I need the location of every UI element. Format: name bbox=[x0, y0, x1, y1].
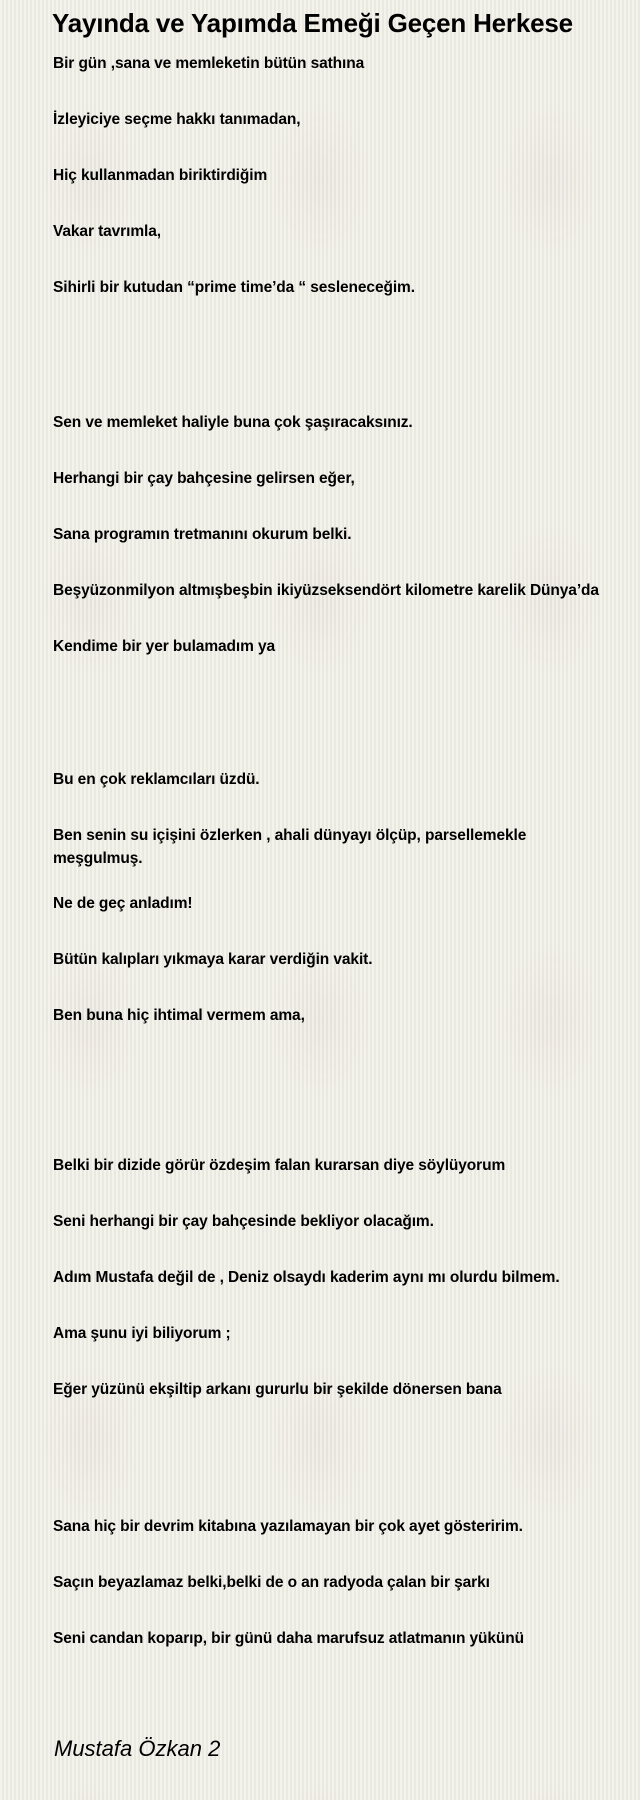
poem-line: Seni herhangi bir çay bahçesinde bekliyor olacağım. bbox=[53, 1213, 434, 1230]
poem-line: İzleyiciye seçme hakkı tanımadan, bbox=[53, 111, 301, 128]
poem-line: Ne de geç anladım! bbox=[53, 895, 193, 912]
poem-title: Yayında ve Yapımda Emeği Geçen Herkese bbox=[52, 8, 573, 38]
poem-line: Kendime bir yer bulamadım ya bbox=[53, 638, 276, 655]
poem-line: Beşyüzonmilyon altmışbeşbin ikiyüzseksendört kilometre karelik Dünya’da bbox=[53, 582, 599, 599]
poem-line: Vakar tavrımla, bbox=[53, 223, 161, 240]
poem-line: Sen ve memleket haliyle buna çok şaşıracaksınız. bbox=[53, 414, 413, 431]
poem-line: Saçın beyazlamaz belki,belki de o an radyoda çalan bir şarkı bbox=[53, 1574, 490, 1591]
poem-line: Sihirli bir kutudan “prime time’da “ sesleneceğim. bbox=[53, 279, 415, 296]
poem-line: Bütün kalıpları yıkmaya karar verdiğin vakit. bbox=[53, 951, 373, 968]
stanza bbox=[53, 768, 633, 1027]
poem-line: Hiç kullanmadan biriktirdiğim bbox=[53, 167, 268, 184]
stanza bbox=[53, 1515, 633, 1650]
poem-line: Seni candan koparıp, bir günü daha marufsuz atlatmanın yükünü bbox=[53, 1630, 525, 1647]
poem-line: Herhangi bir çay bahçesine gelirsen eğer, bbox=[53, 470, 355, 487]
stanza bbox=[53, 52, 633, 299]
poem-line: Bu en çok reklamcıları üzdü. bbox=[53, 771, 260, 788]
poem-line: Sana hiç bir devrim kitabına yazılamayan bir çok ayet gösteririm. bbox=[53, 1518, 523, 1535]
poem-line: Sana programın tretmanını okurum belki. bbox=[53, 526, 352, 543]
stanza bbox=[53, 1154, 633, 1401]
poem-line: Ama şunu iyi biliyorum ; bbox=[53, 1325, 231, 1342]
poem-line: Belki bir dizide görür özdeşim falan kurarsan diye söylüyorum bbox=[53, 1157, 506, 1174]
poem-line: Ben buna hiç ihtimal vermem ama, bbox=[53, 1007, 305, 1024]
poem-line: Eğer yüzünü ekşiltip arkanı gururlu bir şekilde dönersen bana bbox=[53, 1381, 502, 1398]
poem-line: Adım Mustafa değil de , Deniz olsaydı kaderim aynı mı olurdu bilmem. bbox=[53, 1269, 560, 1286]
poem-line: Ben senin su içişini özlerken , ahali dünyayı ölçüp, parsellemekle meşgulmuş. bbox=[53, 827, 527, 867]
author-signature: Mustafa Özkan 2 bbox=[54, 1736, 221, 1761]
poem-line: Bir gün ,sana ve memleketin bütün sathına bbox=[53, 55, 365, 72]
stanza bbox=[53, 411, 633, 658]
